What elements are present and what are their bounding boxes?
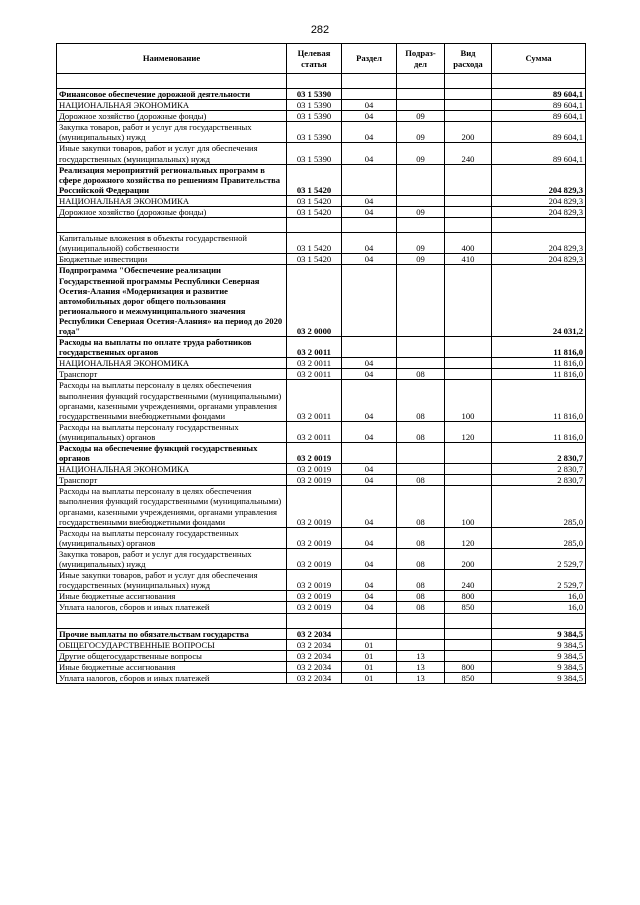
cell-section: 04 (342, 143, 397, 164)
cell-sum: 89 604,1 (492, 122, 586, 143)
cell-subsection: 09 (397, 122, 445, 143)
cell-target: 03 1 5420 (287, 233, 342, 254)
cell-target: 03 1 5420 (287, 164, 342, 195)
cell-expense-type (445, 164, 492, 195)
cell-expense-type: 100 (445, 486, 492, 527)
cell-section: 01 (342, 639, 397, 650)
cell-subsection: 13 (397, 650, 445, 661)
cell-target: 03 2 2034 (287, 639, 342, 650)
cell-expense-type (445, 100, 492, 111)
cell-name: Финансовое обеспечение дорожной деятельности (57, 89, 287, 100)
cell-sum: 2 529,7 (492, 548, 586, 569)
cell-section: 04 (342, 486, 397, 527)
cell-section (342, 443, 397, 464)
cell-target: 03 2 0019 (287, 527, 342, 548)
spacer-cell (342, 74, 397, 89)
cell-subsection: 09 (397, 207, 445, 218)
cell-sum: 89 604,1 (492, 100, 586, 111)
cell-section: 04 (342, 207, 397, 218)
cell-name: НАЦИОНАЛЬНАЯ ЭКОНОМИКА (57, 195, 287, 206)
cell-target: 03 2 0011 (287, 358, 342, 369)
table-row (57, 207, 586, 218)
table-row (57, 89, 586, 100)
cell-expense-type (445, 628, 492, 639)
cell-sum: 285,0 (492, 486, 586, 527)
table-row (57, 195, 586, 206)
cell-expense-type (445, 475, 492, 486)
table-row (57, 143, 586, 164)
cell-section: 04 (342, 369, 397, 380)
cell-target: 03 2 0019 (287, 464, 342, 475)
cell-name: Расходы на обеспечение функций государственных органов (57, 443, 287, 464)
cell-name: Уплата налогов, сборов и иных платежей (57, 602, 287, 613)
cell-expense-type: 800 (445, 661, 492, 672)
cell-sum: 11 816,0 (492, 421, 586, 442)
cell-target: 03 2 0019 (287, 591, 342, 602)
cell-subsection (397, 89, 445, 100)
table-row (57, 661, 586, 672)
cell-sum: 11 816,0 (492, 369, 586, 380)
cell-subsection: 08 (397, 570, 445, 591)
cell-expense-type (445, 369, 492, 380)
cell-target: 03 1 5390 (287, 111, 342, 122)
cell-subsection (397, 628, 445, 639)
cell-target: 03 1 5390 (287, 143, 342, 164)
col-header-target: Целевая статья (287, 44, 342, 74)
spacer-cell (287, 218, 342, 233)
cell-name: Прочие выплаты по обязательствам государства (57, 628, 287, 639)
cell-target: 03 2 2034 (287, 628, 342, 639)
cell-expense-type (445, 89, 492, 100)
cell-section (342, 89, 397, 100)
cell-expense-type (445, 195, 492, 206)
spacer-cell (57, 613, 287, 628)
table-row (57, 265, 586, 337)
table-body (57, 74, 586, 684)
cell-target: 03 2 0019 (287, 570, 342, 591)
table-row (57, 380, 586, 421)
cell-section: 04 (342, 475, 397, 486)
cell-target: 03 2 2034 (287, 672, 342, 683)
cell-subsection: 08 (397, 475, 445, 486)
cell-sum: 89 604,1 (492, 111, 586, 122)
cell-sum: 204 829,3 (492, 164, 586, 195)
cell-expense-type (445, 207, 492, 218)
cell-expense-type: 240 (445, 143, 492, 164)
table-row (57, 254, 586, 265)
spacer-cell (445, 218, 492, 233)
cell-target: 03 1 5390 (287, 89, 342, 100)
cell-expense-type: 400 (445, 233, 492, 254)
cell-section: 04 (342, 111, 397, 122)
cell-sum: 2 529,7 (492, 570, 586, 591)
cell-sum: 2 830,7 (492, 464, 586, 475)
cell-sum: 204 829,3 (492, 195, 586, 206)
cell-name: Транспорт (57, 369, 287, 380)
cell-section: 04 (342, 233, 397, 254)
table-row (57, 111, 586, 122)
cell-target: 03 2 0000 (287, 265, 342, 337)
cell-expense-type (445, 443, 492, 464)
cell-name: НАЦИОНАЛЬНАЯ ЭКОНОМИКА (57, 358, 287, 369)
cell-name: НАЦИОНАЛЬНАЯ ЭКОНОМИКА (57, 464, 287, 475)
cell-target: 03 2 2034 (287, 661, 342, 672)
cell-target: 03 2 0011 (287, 380, 342, 421)
cell-name: Бюджетные инвестиции (57, 254, 287, 265)
cell-section: 01 (342, 650, 397, 661)
table-row (57, 122, 586, 143)
spacer-cell (492, 613, 586, 628)
cell-name: Другие общегосударственные вопросы (57, 650, 287, 661)
cell-section (342, 337, 397, 358)
cell-subsection (397, 464, 445, 475)
cell-section: 04 (342, 380, 397, 421)
cell-target: 03 2 0011 (287, 421, 342, 442)
table-row (57, 421, 586, 442)
cell-subsection (397, 265, 445, 337)
spacer-cell (287, 74, 342, 89)
cell-subsection: 08 (397, 421, 445, 442)
table-row (57, 337, 586, 358)
cell-subsection: 08 (397, 369, 445, 380)
cell-expense-type (445, 358, 492, 369)
cell-sum: 9 384,5 (492, 650, 586, 661)
cell-name: Реализация мероприятий региональных программ в сфере дорожного хозяйства по решениям Правительства Российской Федерации (57, 164, 287, 195)
spacer-cell (445, 613, 492, 628)
table-row (57, 628, 586, 639)
table-row (57, 639, 586, 650)
cell-subsection: 09 (397, 233, 445, 254)
cell-name: ОБЩЕГОСУДАРСТВЕННЫЕ ВОПРОСЫ (57, 639, 287, 650)
cell-target: 03 2 2034 (287, 650, 342, 661)
cell-section: 04 (342, 591, 397, 602)
cell-expense-type: 100 (445, 380, 492, 421)
cell-expense-type (445, 265, 492, 337)
cell-name: Уплата налогов, сборов и иных платежей (57, 672, 287, 683)
cell-subsection: 13 (397, 661, 445, 672)
cell-sum: 204 829,3 (492, 207, 586, 218)
cell-section: 04 (342, 358, 397, 369)
cell-name: Транспорт (57, 475, 287, 486)
cell-expense-type: 200 (445, 122, 492, 143)
cell-section: 04 (342, 570, 397, 591)
cell-expense-type: 240 (445, 570, 492, 591)
cell-section: 04 (342, 548, 397, 569)
cell-subsection: 13 (397, 672, 445, 683)
spacer-cell (445, 74, 492, 89)
cell-name: Дорожное хозяйство (дорожные фонды) (57, 111, 287, 122)
cell-expense-type: 120 (445, 421, 492, 442)
cell-expense-type: 200 (445, 548, 492, 569)
spacer-cell (342, 613, 397, 628)
cell-sum: 9 384,5 (492, 639, 586, 650)
spacer-cell (57, 74, 287, 89)
cell-subsection: 08 (397, 380, 445, 421)
cell-sum: 11 816,0 (492, 358, 586, 369)
cell-target: 03 1 5420 (287, 207, 342, 218)
cell-name: Иные бюджетные ассигнования (57, 661, 287, 672)
cell-subsection (397, 639, 445, 650)
cell-section (342, 628, 397, 639)
cell-subsection: 08 (397, 527, 445, 548)
cell-sum: 16,0 (492, 591, 586, 602)
spacer-row (57, 613, 586, 628)
cell-name: Капитальные вложения в объекты государственной (муниципальной) собственности (57, 233, 287, 254)
cell-section (342, 265, 397, 337)
cell-name: Дорожное хозяйство (дорожные фонды) (57, 207, 287, 218)
cell-subsection: 09 (397, 143, 445, 164)
spacer-row (57, 218, 586, 233)
cell-name: Расходы на выплаты персоналу государственных (муниципальных) органов (57, 421, 287, 442)
table-row (57, 602, 586, 613)
cell-target: 03 2 0019 (287, 443, 342, 464)
cell-target: 03 1 5420 (287, 195, 342, 206)
cell-sum: 89 604,1 (492, 89, 586, 100)
cell-expense-type: 800 (445, 591, 492, 602)
col-header-name: Наименование (57, 44, 287, 74)
table-header-row (57, 44, 586, 74)
cell-expense-type (445, 464, 492, 475)
cell-name: Иные закупки товаров, работ и услуг для обеспечения государственных (муниципальных) нужд (57, 143, 287, 164)
cell-name: Подпрограмма "Обеспечение реализации Государственной программы Республики Северная Осетия-Алания «Модернизация и развитие автомобильных дорог общего пользования регионального и межмуниципального значения Республики Северная Осетия-Алания» на период до 2020 года" (57, 265, 287, 337)
col-header-expense-type: Вид расхода (445, 44, 492, 74)
table-row (57, 475, 586, 486)
cell-subsection: 09 (397, 254, 445, 265)
table-row (57, 570, 586, 591)
table-row (57, 672, 586, 683)
spacer-cell (397, 613, 445, 628)
cell-section: 04 (342, 122, 397, 143)
spacer-cell (397, 218, 445, 233)
cell-target: 03 1 5390 (287, 100, 342, 111)
cell-subsection: 08 (397, 602, 445, 613)
cell-target: 03 1 5420 (287, 254, 342, 265)
cell-target: 03 1 5390 (287, 122, 342, 143)
spacer-cell (397, 74, 445, 89)
col-header-sum: Сумма (492, 44, 586, 74)
cell-name: НАЦИОНАЛЬНАЯ ЭКОНОМИКА (57, 100, 287, 111)
cell-sum: 11 816,0 (492, 380, 586, 421)
cell-subsection (397, 358, 445, 369)
cell-sum: 2 830,7 (492, 475, 586, 486)
cell-target: 03 2 0011 (287, 369, 342, 380)
table-row (57, 443, 586, 464)
table-row (57, 464, 586, 475)
table-row (57, 650, 586, 661)
cell-subsection: 08 (397, 591, 445, 602)
table-row (57, 548, 586, 569)
cell-target: 03 2 0019 (287, 475, 342, 486)
cell-expense-type: 850 (445, 602, 492, 613)
cell-sum: 204 829,3 (492, 254, 586, 265)
table-row (57, 369, 586, 380)
cell-section: 04 (342, 602, 397, 613)
cell-subsection: 08 (397, 486, 445, 527)
cell-target: 03 2 0011 (287, 337, 342, 358)
cell-target: 03 2 0019 (287, 486, 342, 527)
cell-name: Иные закупки товаров, работ и услуг для обеспечения государственных (муниципальных) нужд (57, 570, 287, 591)
spacer-row (57, 74, 586, 89)
cell-sum: 16,0 (492, 602, 586, 613)
page-number: 282 (310, 24, 330, 36)
cell-subsection (397, 443, 445, 464)
cell-section: 01 (342, 661, 397, 672)
cell-name: Закупка товаров, работ и услуг для государственных (муниципальных) нужд (57, 122, 287, 143)
cell-section: 04 (342, 421, 397, 442)
table-row (57, 358, 586, 369)
cell-name: Закупка товаров, работ и услуг для государственных (муниципальных) нужд (57, 548, 287, 569)
cell-expense-type: 120 (445, 527, 492, 548)
table-row (57, 527, 586, 548)
cell-name: Иные бюджетные ассигнования (57, 591, 287, 602)
cell-section: 04 (342, 195, 397, 206)
cell-section (342, 164, 397, 195)
cell-sum: 24 031,2 (492, 265, 586, 337)
cell-section: 04 (342, 100, 397, 111)
cell-expense-type (445, 650, 492, 661)
cell-section: 04 (342, 527, 397, 548)
cell-sum: 9 384,5 (492, 628, 586, 639)
spacer-cell (492, 74, 586, 89)
cell-target: 03 2 0019 (287, 548, 342, 569)
cell-sum: 285,0 (492, 527, 586, 548)
cell-name: Расходы на выплаты персоналу государственных (муниципальных) органов (57, 527, 287, 548)
cell-expense-type (445, 337, 492, 358)
col-header-section: Раздел (342, 44, 397, 74)
cell-name: Расходы на выплаты персоналу в целях обеспечения выполнения функций государственными (муниципальными) органами, казенными учреждениями, органами управления государственными внебюджетными фондами (57, 380, 287, 421)
cell-name: Расходы на выплаты по оплате труда работников государственных органов (57, 337, 287, 358)
spacer-cell (287, 613, 342, 628)
table-row (57, 100, 586, 111)
cell-subsection (397, 164, 445, 195)
cell-target: 03 2 0019 (287, 602, 342, 613)
table-row (57, 164, 586, 195)
cell-subsection (397, 100, 445, 111)
cell-sum: 9 384,5 (492, 661, 586, 672)
cell-expense-type (445, 639, 492, 650)
cell-sum: 9 384,5 (492, 672, 586, 683)
spacer-cell (57, 218, 287, 233)
cell-sum: 89 604,1 (492, 143, 586, 164)
budget-table (56, 43, 586, 684)
cell-sum: 11 816,0 (492, 337, 586, 358)
spacer-cell (342, 218, 397, 233)
table-row (57, 486, 586, 527)
cell-name: Расходы на выплаты персоналу в целях обеспечения выполнения функций государственными (муниципальными) органами, казенными учреждениями, органами управления государственными внебюджетными фондами (57, 486, 287, 527)
cell-expense-type: 410 (445, 254, 492, 265)
cell-expense-type (445, 111, 492, 122)
cell-subsection (397, 195, 445, 206)
table-row (57, 233, 586, 254)
cell-subsection: 09 (397, 111, 445, 122)
cell-sum: 2 830,7 (492, 443, 586, 464)
cell-subsection: 08 (397, 548, 445, 569)
cell-expense-type: 850 (445, 672, 492, 683)
cell-section: 04 (342, 254, 397, 265)
col-header-subsection: Подраз- дел (397, 44, 445, 74)
cell-subsection (397, 337, 445, 358)
spacer-cell (492, 218, 586, 233)
table-row (57, 591, 586, 602)
cell-section: 04 (342, 464, 397, 475)
cell-sum: 204 829,3 (492, 233, 586, 254)
cell-section: 01 (342, 672, 397, 683)
